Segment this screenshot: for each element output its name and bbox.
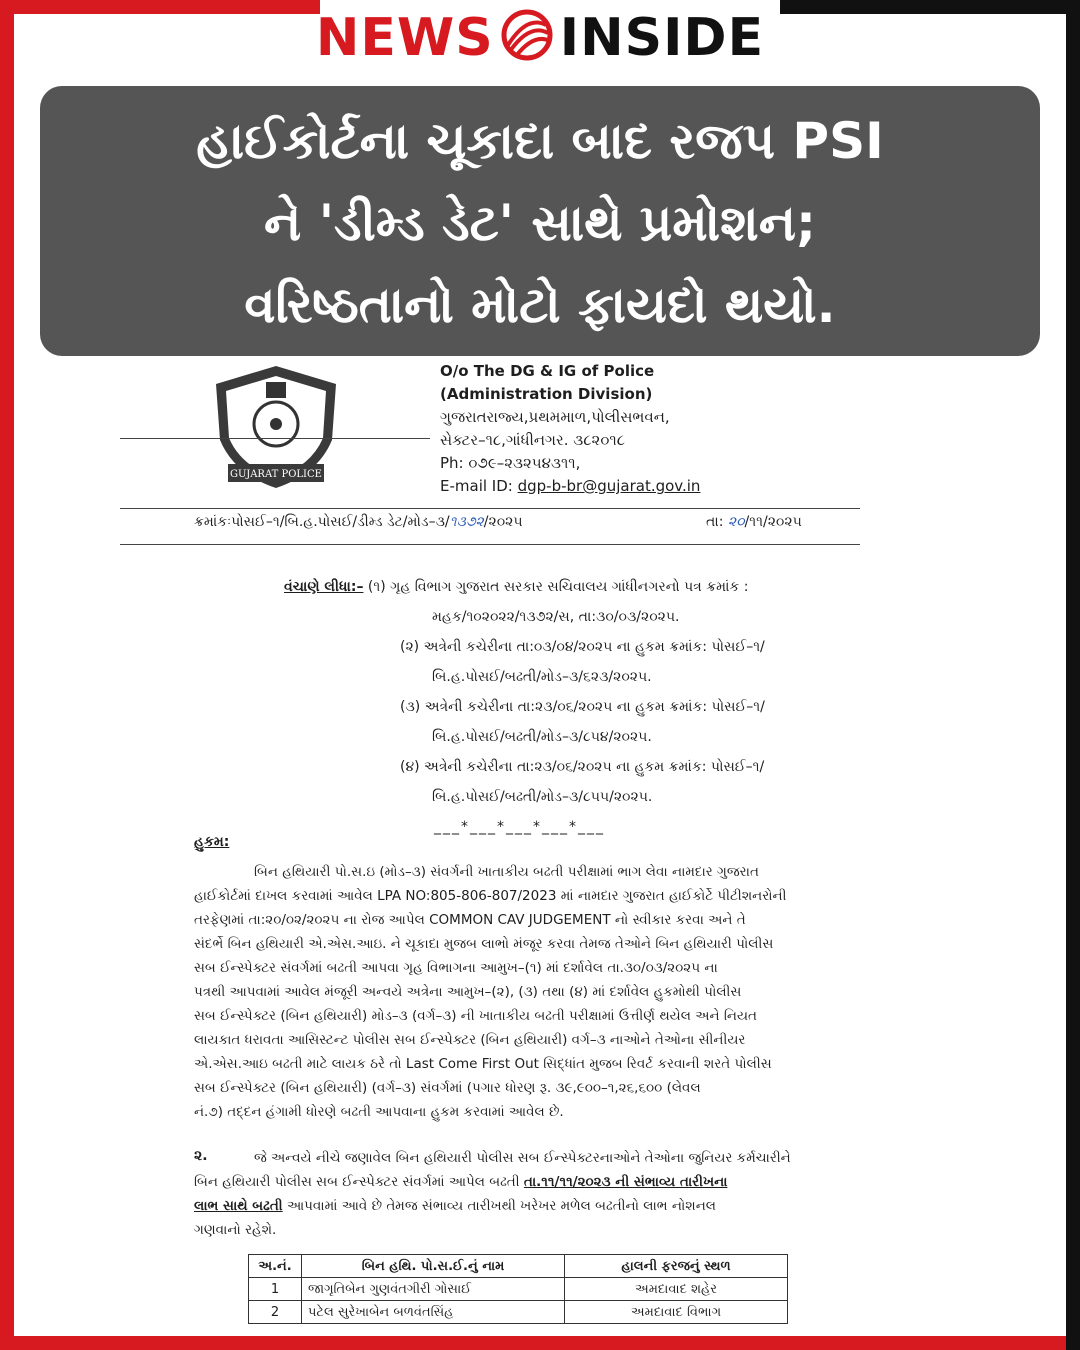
- office-phone: Ph: ૦૭૯–૨૩૨૫૪૩૧૧,: [440, 454, 581, 472]
- reference-prefix: ક્રમાંકઃપોસઈ–૧/બિ.હ.પોસઈ/ડીમ્ડ ડેટ/મોડ–૩/: [194, 514, 450, 530]
- order-paragraph-2: [194, 1146, 844, 1242]
- frame-border-right: [1066, 0, 1080, 1350]
- reference-suffix: /૨૦૨૫: [483, 514, 523, 530]
- paragraph-line: હાઈકોર્ટમાં દાખલ કરવામાં આવેલ LPA NO:805-806-807/2023 માં નામદાર ગુજરાત હાઈકોર્ટે પીટીશનરોની: [194, 888, 787, 904]
- paragraph-line: સંદર્ભે બિન હથિયારી એ.એસ.આઇ. ને ચૂકાદા મુજબ લાભો મંજૂર કરવા તેમજ તેઓને બિન હથિયારી પોલીસ: [194, 936, 774, 952]
- paragraph-2-number: ૨.: [194, 1148, 208, 1164]
- paragraph-line: [194, 1170, 844, 1194]
- reference-separator: ___*___*___*___*___: [434, 819, 605, 835]
- reference-number: [194, 514, 523, 530]
- cell-place: અમદાવાદ શહેર: [565, 1278, 788, 1301]
- cell-serial: 1: [249, 1278, 302, 1301]
- paragraph-line: સબ ઈન્સ્પેક્ટર (બિન હથિયારી) મોડ–૩ (વર્ગ–૩) ની ખાતાકીય બઢતી પરીક્ષામાં ઉત્તીર્ણ થયેલ અને નિયત: [194, 1008, 757, 1024]
- date-handwritten-day: ૨૦: [727, 514, 745, 530]
- frame-border-bottom: [0, 1336, 1080, 1350]
- reference-2-line-a: (૨) અત્રેની કચેરીના તા:૦૩/૦૪/૨૦૨૫ ના હુકમ ક્રમાંક: પોસઈ–૧/: [400, 639, 765, 655]
- paragraph-text: બિન હથિયારી પોલીસ સબ ઈન્સ્પેક્ટર સંવર્ગમાં આપેલ બઢતી: [194, 1174, 524, 1190]
- reference-rule-bottom: [120, 544, 860, 545]
- email-link[interactable]: dgp-b-br@gujarat.gov.in: [517, 477, 701, 495]
- office-email-row: [440, 475, 700, 498]
- table-header-row: [249, 1255, 788, 1278]
- reference-handwritten-number: ૧૩૭૨: [449, 514, 484, 530]
- paragraph-line: બિન હથિયારી પો.સ.ઇ (મોડ–૩) સંવર્ગની ખાતાકીય બઢતી પરીક્ષામાં ભાગ લેવા નામદાર ગુજરાત: [254, 864, 759, 880]
- paragraph-line: સબ ઈન્સ્પેક્ટર સંવર્ગમાં બઢતી આપવા ગૃહ વિભાગના આમુખ–(૧) માં દર્શાવેલ તા.૩૦/૦૩/૨૦૨૫ ના: [194, 960, 718, 976]
- document-page: [110, 356, 870, 1336]
- staff-table: [248, 1254, 788, 1324]
- letterhead-rule: [120, 438, 430, 439]
- table-row: [249, 1301, 788, 1324]
- reference-date: [706, 514, 802, 530]
- office-address-2: સેક્ટર–૧૮,ગાંધીનગર. ૩૮૨૦૧૮: [440, 431, 625, 449]
- reference-3-line-b: બિ.હ.પોસઈ/બઢતી/મોડ–૩/૮૫૪/૨૦૨૫.: [432, 729, 652, 745]
- cell-name: પટેલ સુરેખાબેન બળવંતસિંહ: [302, 1301, 565, 1324]
- headline-line-2: ને 'ડીમ્ડ ડેટ' સાથે પ્રમોશન;: [264, 194, 816, 252]
- headline-line-1: હાઈકોર્ટના ચૂકાદા બાદ રજપ PSI: [196, 112, 884, 170]
- reference-2-line-b: બિ.હ.પોસઈ/બઢતી/મોડ–૩/૬૨૩/૨૦૨૫.: [432, 669, 652, 685]
- paragraph-line: જે અન્વયે નીચે જણાવેલ બિન હથિયારી પોલીસ સબ ઈન્સ્પેક્ટરનાઓને તેઓના જુનિયર કર્મચારીને: [254, 1150, 791, 1166]
- seal-text: GUJARAT POLICE: [230, 469, 322, 480]
- reference-rule-top: [120, 508, 860, 509]
- frame-border-left: [0, 0, 14, 1350]
- paragraph-line: તરફેણમાં તા:૨૦/૦૨/૨૦૨૫ ના રોજ આપેલ COMMON CAV JUDGEMENT નો સ્વીકાર કરવા અને તે: [194, 912, 746, 928]
- headline-line-3: વરિષ્ઠતાનો મોટો ફાયદો થયો.: [244, 276, 836, 334]
- paragraph-line: નં.૭) તદ્દન હંગામી ધોરણે બઢતી આપવાના હુકમ કરવામાં આવેલ છે.: [194, 1104, 564, 1120]
- cell-name: જાગૃતિબેન ગુણવંતગીરી ગોસાઈ: [302, 1278, 565, 1301]
- date-rest: /૧૧/૨૦૨૫: [744, 514, 802, 530]
- office-name: O/o The DG & IG of Police: [440, 362, 655, 380]
- broadcast-globe-icon: [498, 9, 556, 61]
- reference-1-text-a: (૧) ગૃહ વિભાગ ગુજરાત સરકાર સચિવાલય ગાંધીનગરનો પત્ર ક્રમાંક :: [367, 579, 749, 595]
- reference-4-line-a: (૪) અત્રેની કચેરીના તા:૨૩/૦૬/૨૦૨૫ ના હુકમ ક્રમાંક: પોસઈ–૧/: [400, 759, 765, 775]
- reference-1-line-b: મહક/૧૦૨૦૨૨/૧૩૭૨/સ, તા:૩૦/૦૩/૨૦૨૫.: [432, 609, 680, 625]
- column-header-serial: અ.નં.: [249, 1255, 302, 1278]
- date-prefix: તા:: [706, 514, 728, 530]
- paragraph-line: સબ ઈન્સ્પેક્ટર (બિન હથિયારી) (વર્ગ–૩) સંવર્ગમાં (પગાર ધોરણ રૂ. ૩૯,૯૦૦–૧,૨૬,૬૦૦ (લેવલ: [194, 1080, 701, 1096]
- reference-4-line-b: બિ.હ.પોસઈ/બઢતી/મોડ–૩/૮૫૫/૨૦૨૫.: [432, 789, 653, 805]
- paragraph-line: ગણવાનો રહેશે.: [194, 1222, 277, 1238]
- column-header-name: બિન હથિ. પો.સ.ઈ.નું નામ: [302, 1255, 565, 1278]
- column-header-place: હાલની ફરજનું સ્થળ: [565, 1255, 788, 1278]
- gujarat-police-seal-icon: [206, 362, 346, 492]
- brand-inside: INSIDE: [559, 8, 765, 68]
- paragraph-line: પત્રથી આપવામાં આવેલ મંજૂરી અન્વયે અત્રેના આમુખ–(૨), (૩) તથા (૪) માં દર્શાવેલ હુકમોથી પોલીસ: [194, 984, 742, 1000]
- table-row: [249, 1278, 788, 1301]
- highlighted-benefit-text: લાભ સાથે બઢતી: [194, 1198, 283, 1214]
- references-label: વંચાણે લીધા:–: [284, 579, 364, 595]
- paragraph-line: એ.એસ.આઇ બઢતી માટે લાયક ઠરે તો Last Come First Out સિદ્ધાંત મુજબ રિવર્ટ કરવાની શરતે પોલીસ: [194, 1056, 772, 1072]
- paragraph-line: [194, 1194, 844, 1218]
- reference-1-line-a: [284, 572, 844, 602]
- office-division: (Administration Division): [440, 385, 653, 403]
- paragraph-text: આપવામાં આવે છે તેમજ સંભાવ્ય તારીખથી ખરેખર મળેલ બઢતીનો લાભ નોશનલ: [282, 1198, 716, 1214]
- email-label: E-mail ID:: [440, 477, 518, 495]
- order-heading: હુકમ:: [194, 834, 230, 850]
- reference-3-line-a: (૩) અત્રેની કચેરીના તા:૨૩/૦૬/૨૦૨૫ ના હુકમ ક્રમાંક: પોસઈ–૧/: [400, 699, 765, 715]
- letterhead: [440, 360, 700, 498]
- cell-place: અમદાવાદ વિભાગ: [565, 1301, 788, 1324]
- cell-serial: 2: [249, 1301, 302, 1324]
- brand-logo: [0, 8, 1080, 72]
- highlighted-date-text: તા.૧૧/૧૧/૨૦૨૩ ની સંભાવ્ય તારીખના: [523, 1174, 728, 1190]
- brand-news: NEWS: [315, 8, 494, 68]
- headline-box: [40, 86, 1040, 356]
- paragraph-line: લાયકાત ધરાવતા આસિસ્ટન્ટ પોલીસ સબ ઈન્સ્પેક્ટર (બિન હથિયારી) વર્ગ–૩ નાઓને તેઓના સીનીયર: [194, 1032, 746, 1048]
- order-paragraph-1: [194, 860, 844, 1124]
- office-address-1: ગુજરાતરાજ્ય,પ્રથમમાળ,પોલીસભવન,: [440, 408, 670, 426]
- references-list: [284, 572, 844, 842]
